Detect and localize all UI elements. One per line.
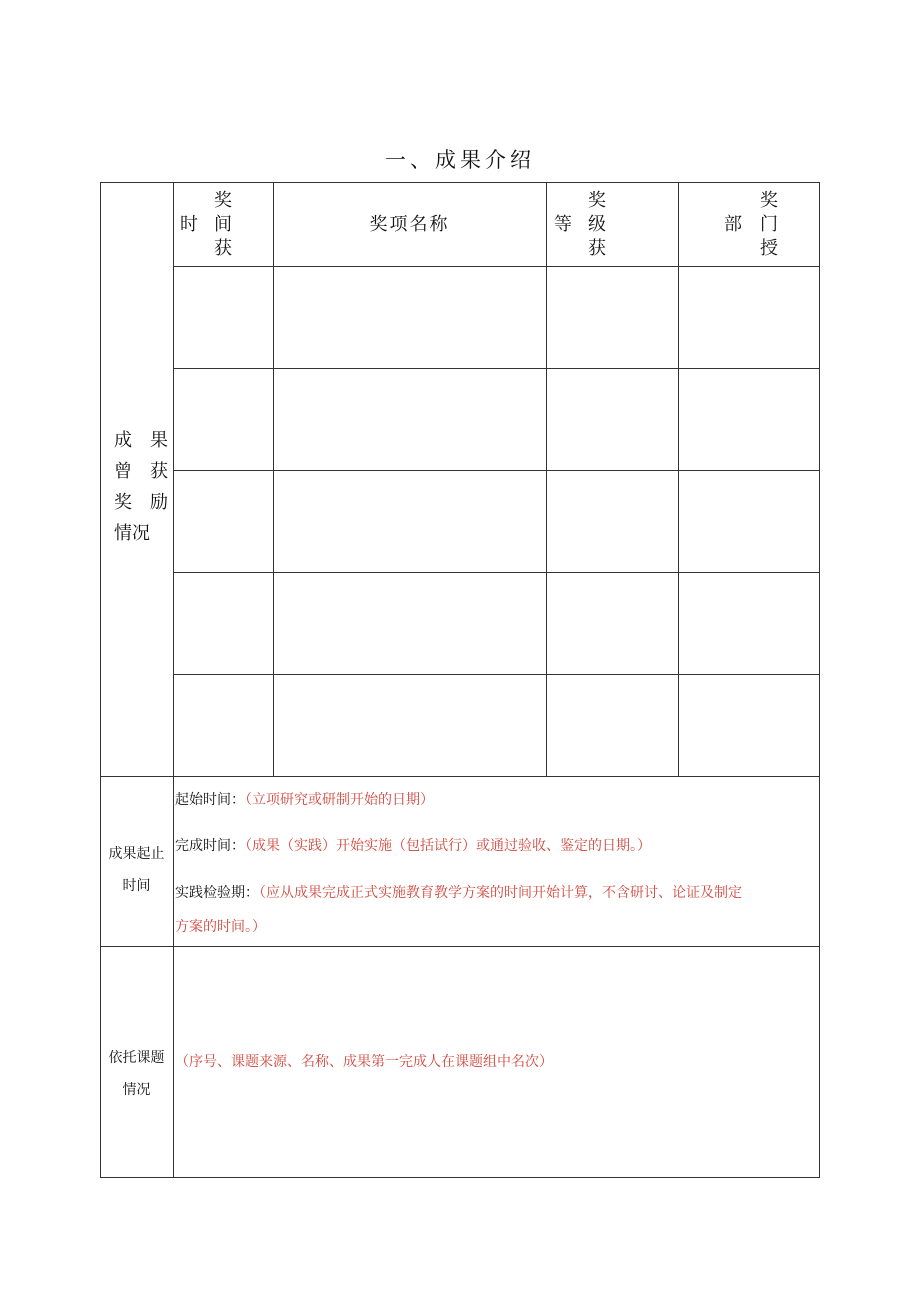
start-time-hint: （立项研究或研制开始的日期） — [245, 792, 434, 808]
table-border-bottom — [100, 1177, 820, 1178]
start-time-label: 起始时间： — [175, 792, 245, 808]
table-border-top — [100, 182, 820, 183]
awards-row-divider — [173, 470, 820, 471]
practice-period-label: 实践检验期： — [175, 885, 259, 901]
practice-period-hint: （应从成果完成正式实施教育教学方案的时间开始计算，不含研讨、论证及制定 — [259, 885, 742, 901]
document-title: 一、成果介绍 — [385, 148, 535, 172]
awards-col-divider — [546, 182, 547, 777]
section-divider — [100, 776, 820, 777]
start-time-field[interactable] — [175, 791, 434, 809]
project-section-label: 依托课题 情况 — [108, 1050, 165, 1098]
complete-time-hint: （成果（实践）开始实施（包括试行）或通过验收、鉴定的日期。） — [245, 838, 651, 854]
header-award-name: 奖项名称 — [369, 214, 450, 235]
label-column-divider — [173, 182, 174, 1178]
section-divider — [100, 946, 820, 947]
practice-period-field[interactable] — [175, 884, 742, 902]
awards-row-divider — [173, 368, 820, 369]
complete-time-label: 完成时间： — [175, 838, 245, 854]
awards-col-divider — [273, 182, 274, 777]
project-info-field[interactable]: （序号、课题来源、名称、成果第一完成人在课题组中名次） — [175, 1054, 553, 1070]
practice-period-hint-continued: 方案的时间。） — [175, 919, 266, 935]
awards-col-divider — [678, 182, 679, 777]
period-section-label: 成果起止 时间 — [108, 846, 165, 894]
complete-time-field[interactable] — [175, 837, 651, 855]
awards-section-label: 成 果 曾 获 奖 励 情况 — [114, 430, 168, 544]
awards-row-divider — [173, 572, 820, 573]
awards-row-divider — [173, 674, 820, 675]
table-border-left — [100, 182, 101, 1178]
table-border-right — [819, 182, 820, 1178]
awards-row-divider — [173, 266, 820, 267]
